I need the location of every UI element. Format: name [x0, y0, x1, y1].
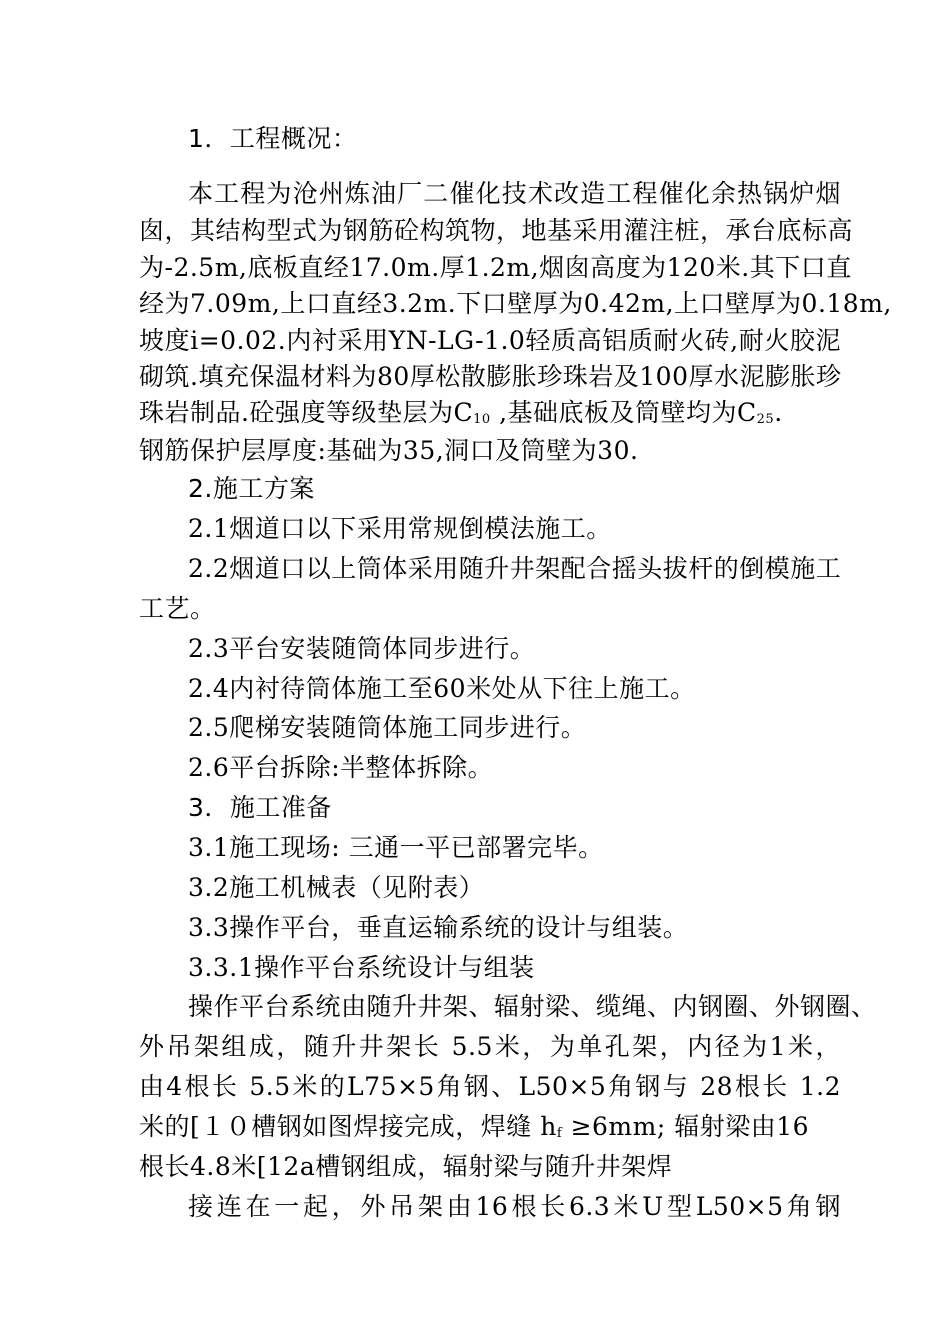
list-item: 2.3平台安装随筒体同步进行。 [188, 634, 536, 663]
paragraph-line: 钢筋保护层厚度:基础为35,洞口及筒壁为30. [139, 436, 639, 465]
list-item: 2.2烟道口以上筒体采用随升井架配合摇头拔杆的倒模施工 [188, 554, 842, 583]
paragraph-line: 为-2.5m,底板直经17.0m.厚1.2m,烟囱高度为120米.其下口直 [139, 253, 852, 282]
section-heading-1: 1．工程概况： [188, 124, 358, 153]
subscript-f: f [556, 1126, 563, 1141]
line-text: ,基础底板及筒壁均为C [490, 398, 757, 427]
list-item-continuation: 工艺。 [139, 594, 216, 623]
list-item: 2.4内衬待筒体施工至60米处从下往上施工。 [188, 674, 696, 703]
list-item: 3.2施工机械表（见附表） [188, 873, 485, 902]
line-text: 珠岩制品.砼强度等级垫层为C [139, 398, 474, 427]
paragraph-line: 囱，其结构型式为钢筋砼构筑物，地基采用灌注桩，承台底标高 [139, 216, 854, 245]
paragraph-line: 根长4.8米[12a槽钢组成，辐射梁与随升井架焊 [139, 1152, 673, 1181]
paragraph-line: 由4根长 5.5米的L75×5角钢、L50×5角钢与 28根长 1.2 [139, 1072, 841, 1101]
paragraph-line: 操作平台系统由随升井架、辐射梁、缆绳、内钢圈、外钢圈、 [188, 992, 877, 1021]
paragraph-line: 坡度i=0.02.内衬采用YN-LG-1.0轻质高铝质耐火砖,耐火胶泥 [139, 326, 841, 355]
paragraph-line: 本工程为沧州炼油厂二催化技术改造工程催化余热锅炉烟 [188, 179, 841, 208]
list-item: 3.3操作平台，垂直运输系统的设计与组装。 [188, 913, 689, 942]
paragraph-line-weld [139, 1110, 859, 1151]
line-text: 米的[１０槽钢如图焊接完成，焊缝 h [139, 1112, 557, 1141]
paragraph-line-strength [139, 396, 859, 437]
section-heading-2: 2.施工方案 [188, 474, 315, 503]
subscript-c25: 25 [756, 412, 775, 427]
paragraph-line: 外吊架组成，随升井架长 5.5米，为单孔架，内径为1米， [139, 1032, 841, 1061]
list-item: 2.5爬梯安装随筒体施工同步进行。 [188, 713, 587, 742]
list-item: 3.3.1操作平台系统设计与组装 [188, 953, 535, 982]
section-heading-3: 3．施工准备 [188, 793, 332, 822]
list-item: 2.6平台拆除:半整体拆除。 [188, 753, 494, 782]
paragraph-line: 经为7.09m,上口直经3.2m.下口壁厚为0.42m,上口壁厚为0.18m, [139, 289, 892, 318]
list-item: 3.1施工现场: 三通一平已部署完毕。 [188, 833, 604, 862]
list-item: 2.1烟道口以下采用常规倒模法施工。 [188, 514, 612, 543]
paragraph-line: 接连在一起，外吊架由16根长6.3米U型L50×5角钢 [188, 1192, 841, 1221]
paragraph-line: 砌筑.填充保温材料为80厚松散膨胀珍珠岩及100厚水泥膨胀珍 [139, 362, 842, 391]
line-text: . [774, 398, 783, 427]
line-text: ≥6mm; 辐射梁由16 [562, 1112, 810, 1141]
subscript-c10: 10 [473, 412, 491, 427]
